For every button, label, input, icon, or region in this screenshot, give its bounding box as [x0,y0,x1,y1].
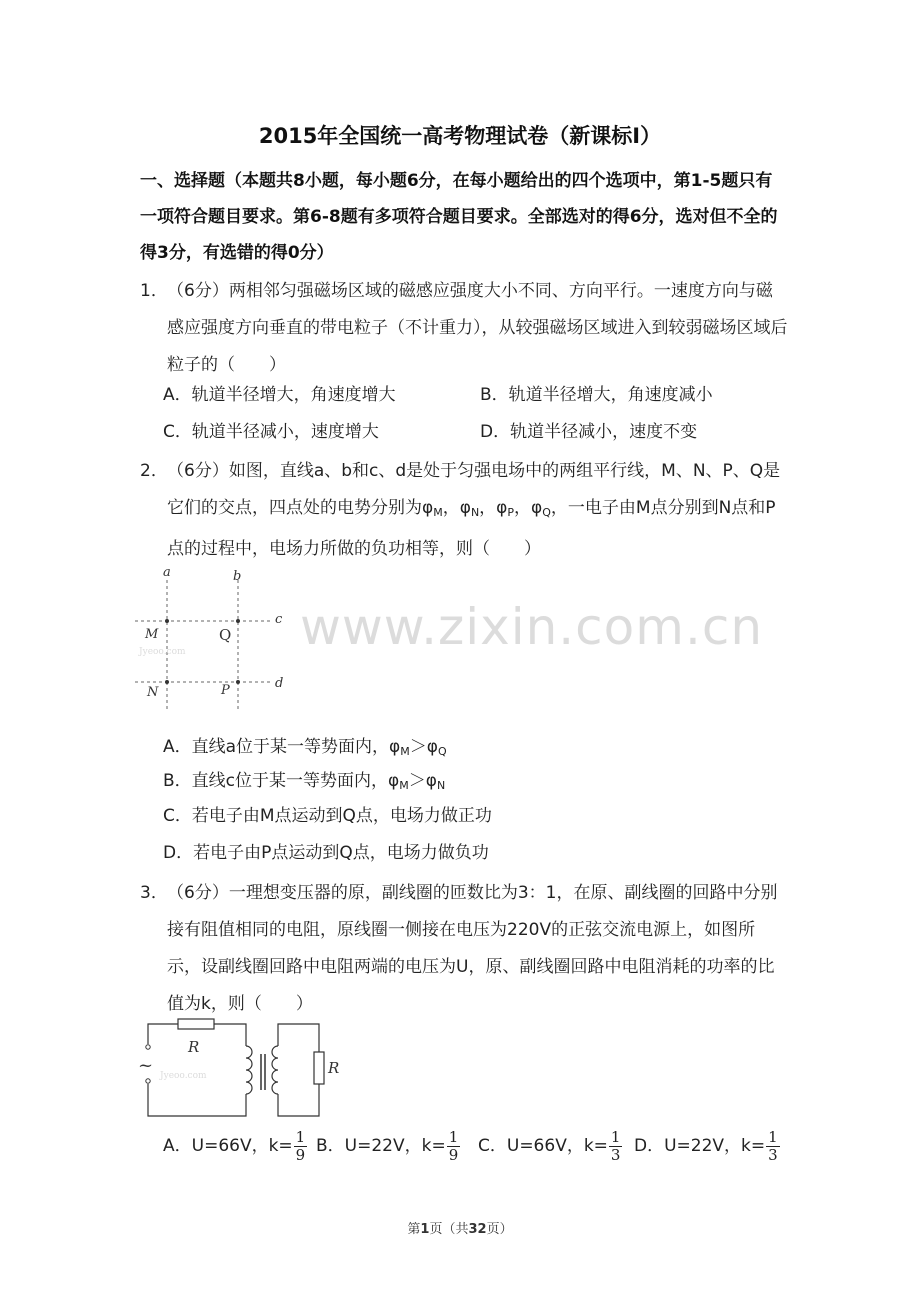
question-1-option-c: C．轨道半径减小，速度增大 [163,422,379,442]
question-2-option-c: C．若电子由M点运动到Q点，电场力做正功 [163,806,492,826]
question-1 [140,273,788,384]
line-label-c: c [275,612,283,627]
question-2-option-d: D．若电子由P点运动到Q点，电场力做负功 [163,843,489,863]
resistor-primary [178,1019,214,1029]
resistor-label-primary: R [188,1038,200,1056]
page-total: 32 [468,1222,487,1237]
question-1-text: （6分）两相邻匀强磁场区域的磁感应强度大小不同、方向平行。一速度方向与磁感应强度方向垂直的带电粒子（不计重力），从较强磁场区域进入到较弱磁场区域后粒子的（ ） [167,281,788,375]
page-footer: 第1页（共32页） [407,1222,513,1237]
section-heading: 一、选择题（本题共8小题，每小题6分，在每小题给出的四个选项中，第1-5题只有一项符合题目要求。第6-8题有多项符合题目要求。全部选对的得6分，选对但不全的得3分，有选错的得0分） [140,171,778,263]
question-1-option-a: A．轨道半径增大，角速度增大 [163,385,396,405]
question-2-option-b: B．直线c位于某一等势面内，$\varphi_M>\varphi_N$ [163,771,446,792]
primary-coil [246,1046,252,1094]
figure-mark: Jyeoo.com [160,1071,207,1081]
question-3-option-d: D．U=22V，k= $\frac{1}{3}$ [634,1127,778,1164]
fraction: $\frac{1}{9}$ [448,1127,459,1164]
resistor-label-secondary: R [328,1059,340,1077]
fraction: $\frac{1}{9}$ [295,1127,306,1164]
question-2-figure [135,562,295,722]
question-2-text: （6分）如图，直线a、b和c、d是处于匀强电场中的两组平行线，M、N、P、Q是它们的交点，四点处的电势分别为$\varphi_M$，$\varphi_N$，$\varphi_P$，$\varphi_Q$，一电子由M点分别到N点和P点的过程中，电场力所做的负功相等，则（ ） [167,461,781,559]
fraction: $\frac{1}{3}$ [610,1127,621,1164]
question-3-option-c: C．U=66V，k= $\frac{1}{3}$ [478,1127,621,1164]
question-2 [140,453,788,568]
figure-mark: Jyeoo.com [139,647,186,657]
line-label-d: d [275,676,284,691]
question-3-figure [132,1014,352,1126]
question-2-option-a: A．直线a位于某一等势面内，$\varphi_M>\varphi_Q$ [163,737,447,758]
ac-source-icon: ~ [138,1055,154,1076]
watermark: www.zixin.com.cn [300,598,764,656]
question-3-number: 3． [140,883,168,903]
line-label-b: b [233,569,242,584]
point-label-p: P [221,683,230,698]
page-title: 2015年全国统一高考物理试卷（新课标Ⅰ） [258,124,662,148]
page-number: 1 [420,1222,430,1237]
point-label-n: N [147,685,159,700]
question-1-option-d: D．轨道半径减小，速度不变 [480,422,698,442]
line-label-a: a [163,565,171,580]
fraction: $\frac{1}{3}$ [768,1127,778,1164]
question-3-option-a: A．U=66V，k= $\frac{1}{9}$ [163,1127,306,1164]
question-3-option-b: B．U=22V，k= $\frac{1}{9}$ [316,1127,459,1164]
point-label-q: Q [219,626,232,644]
point-label-m: M [145,627,159,642]
question-1-number: 1． [140,281,168,301]
secondary-coil [272,1046,278,1094]
resistor-secondary [314,1052,324,1084]
question-3-text: （6分）一理想变压器的原，副线圈的匝数比为3：1，在原、副线圈的回路中分别接有阻值相同的电阻，原线圈一侧接在电压为220V的正弦交流电源上，如图所示，设副线圈回路中电阻两端的电压为U，原、副线圈回路中电阻消耗的功率的比值为k，则（ ） [167,883,778,1014]
question-2-number: 2． [140,461,168,481]
question-3 [140,875,788,1023]
question-1-option-b: B．轨道半径增大，角速度减小 [480,385,713,405]
